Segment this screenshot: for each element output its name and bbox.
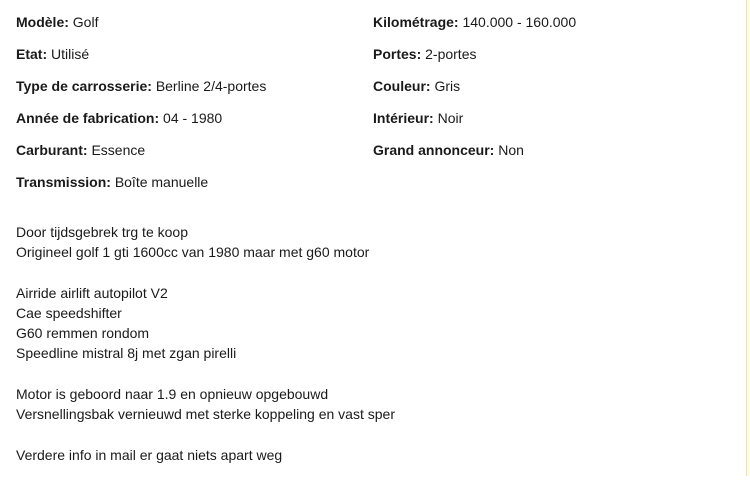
spec-condition	[16, 44, 89, 64]
description-line: Origineel golf 1 gti 1600cc van 1980 maar met g60 motor	[16, 244, 370, 260]
spec-label: Grand annonceur:	[373, 142, 495, 158]
spec-label: Année de fabrication:	[16, 110, 160, 126]
spec-value: Essence	[91, 142, 146, 158]
spec-model	[16, 12, 98, 32]
description-line: Airride airlift autopilot V2	[16, 285, 168, 301]
spec-value: 04 - 1980	[163, 110, 223, 126]
spec-value: Non	[498, 142, 524, 158]
description-line: Versnellingsbak vernieuwd met sterke koppeling en vast sper	[16, 406, 395, 422]
spec-label: Intérieur:	[373, 110, 434, 126]
spec-year	[16, 108, 222, 128]
spec-fuel	[16, 140, 145, 160]
spec-value: Noir	[437, 110, 464, 126]
page-edge	[746, 0, 750, 476]
spec-value: Berline 2/4-portes	[155, 78, 267, 94]
spec-value: Golf	[72, 14, 99, 30]
spec-value: Boîte manuelle	[114, 174, 209, 190]
spec-label: Couleur:	[373, 78, 431, 94]
description-paragraph	[16, 283, 736, 363]
description-paragraph	[16, 445, 736, 465]
spec-dealer	[373, 140, 524, 160]
spec-label: Type de carrosserie:	[16, 78, 152, 94]
description-line: Verdere info in mail er gaat niets apart weg	[16, 447, 283, 463]
description-line: Door tijdsgebrek trg te koop	[16, 224, 188, 240]
description-line: Cae speedshifter	[16, 305, 122, 321]
spec-label: Carburant:	[16, 142, 88, 158]
description-paragraph	[16, 222, 736, 262]
spec-label: Modèle:	[16, 14, 69, 30]
spec-value: Utilisé	[51, 46, 90, 62]
spec-value: 140.000 - 160.000	[462, 14, 577, 30]
description-line: G60 remmen rondom	[16, 325, 150, 341]
description-line: Speedline mistral 8j met zgan pirelli	[16, 345, 237, 361]
spec-body-type	[16, 76, 266, 96]
spec-label: Portes:	[373, 46, 422, 62]
spec-label: Transmission:	[16, 174, 111, 190]
spec-value: 2-portes	[425, 46, 477, 62]
spec-label: Kilométrage:	[373, 14, 459, 30]
spec-doors	[373, 44, 476, 64]
spec-mileage	[373, 12, 576, 32]
spec-transmission	[16, 172, 208, 192]
description-paragraph	[16, 384, 736, 424]
description-line: Motor is geboord naar 1.9 en opnieuw opgebouwd	[16, 386, 329, 402]
spec-label: Etat:	[16, 46, 48, 62]
spec-color	[373, 76, 460, 96]
listing-description	[16, 222, 736, 486]
spec-value: Gris	[434, 78, 461, 94]
spec-interior	[373, 108, 463, 128]
